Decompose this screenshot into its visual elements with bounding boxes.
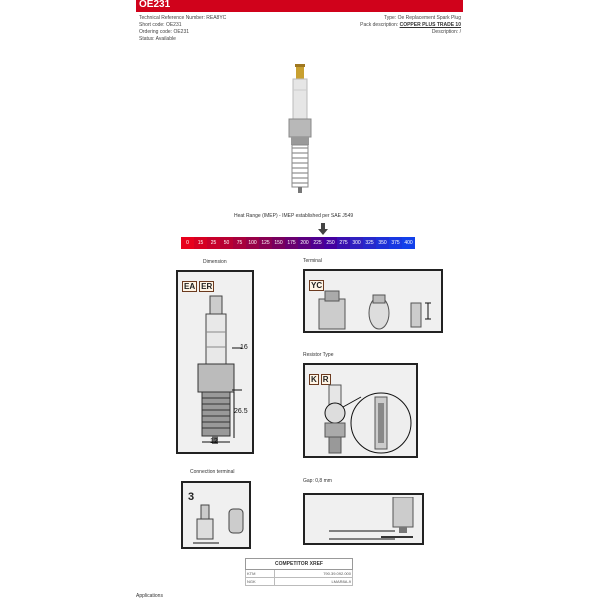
applications-heading: Applications (136, 593, 163, 599)
heat-range-cell: 150 (272, 237, 285, 249)
heat-range-cell: 75 (233, 237, 246, 249)
heat-range-cell: 15 (194, 237, 207, 249)
xref-brand: NGK (246, 578, 275, 586)
connection-panel (181, 481, 251, 549)
resistor-label: Resistor Type (303, 352, 334, 358)
ordering-code: Ordering code: OE231 (139, 29, 190, 35)
competitor-xref-table (245, 558, 353, 586)
xref-title: COMPETITOR XREF (246, 559, 353, 570)
xref-brand: KTM (246, 570, 275, 578)
dimension-label: Dimension (203, 259, 227, 265)
title-bar (136, 0, 463, 12)
heat-range-cell: 0 (181, 237, 194, 249)
xref-number: LMAR8A-9 (275, 578, 353, 586)
thread-tag: EA (184, 282, 196, 291)
resistor-drawing (315, 383, 415, 457)
resistor-tag-k: K (311, 375, 317, 384)
connection-label: Connection terminal (190, 469, 235, 475)
gap-label: Gap: 0,8 mm (303, 478, 332, 484)
heat-range-pointer-icon (318, 223, 328, 235)
heat-range-cell: 325 (363, 237, 376, 249)
heat-range-cell: 25 (207, 237, 220, 249)
dim-hex: 16 (240, 344, 248, 351)
heat-range-cell: 175 (285, 237, 298, 249)
dim-thread: 12 (210, 438, 218, 445)
terminal-panel (303, 269, 443, 333)
heat-range-cell: 50 (220, 237, 233, 249)
table-row (246, 570, 353, 578)
heat-range-cell: 250 (324, 237, 337, 249)
heat-range-scale (181, 237, 415, 249)
status: Status: Available (139, 36, 176, 42)
short-code: Short code: OE231 (139, 22, 182, 28)
terminal-label: Terminal (303, 258, 322, 264)
terminal-tag: YC (311, 281, 323, 290)
heat-range-cell: 225 (311, 237, 324, 249)
tech-ref: Technical Reference Number: REA8YC (139, 15, 227, 21)
dimension-panel (176, 270, 254, 454)
type-text: Type: Oe Replacement Spark Plug (384, 15, 461, 21)
heat-range-cell: 300 (350, 237, 363, 249)
description-text: Description: / (431, 29, 461, 35)
connection-drawing (191, 501, 249, 547)
gap-panel (303, 493, 424, 545)
dimension-drawing (188, 292, 244, 452)
heat-range-cell: 400 (402, 237, 415, 249)
electrode-tag: ER (201, 282, 213, 291)
page-title: OE231 (139, 0, 171, 10)
table-row (246, 578, 353, 586)
heat-range-cell: 375 (389, 237, 402, 249)
connection-tag: 3 (188, 491, 195, 503)
heat-range-title: Heat Range (IMEP) - IMEP established per SAE J549 (234, 213, 354, 219)
xref-number: 790.39.092.000 (275, 570, 353, 578)
spark-plug-image (280, 60, 320, 200)
pack-label: Pack description: (360, 22, 399, 28)
heat-range-cell: 350 (376, 237, 389, 249)
dim-reach: 26.5 (234, 408, 248, 415)
gap-drawing (309, 497, 421, 543)
heat-range-cell: 275 (337, 237, 350, 249)
pack-description (360, 22, 461, 28)
heat-range-cell: 100 (246, 237, 259, 249)
heat-range-cell: 200 (298, 237, 311, 249)
pack-link[interactable]: COPPER PLUS TRADE 10 (399, 22, 461, 28)
resistor-tag-r: R (322, 375, 329, 384)
terminal-drawing (311, 289, 439, 331)
resistor-panel (303, 363, 418, 458)
heat-range-cell: 125 (259, 237, 272, 249)
